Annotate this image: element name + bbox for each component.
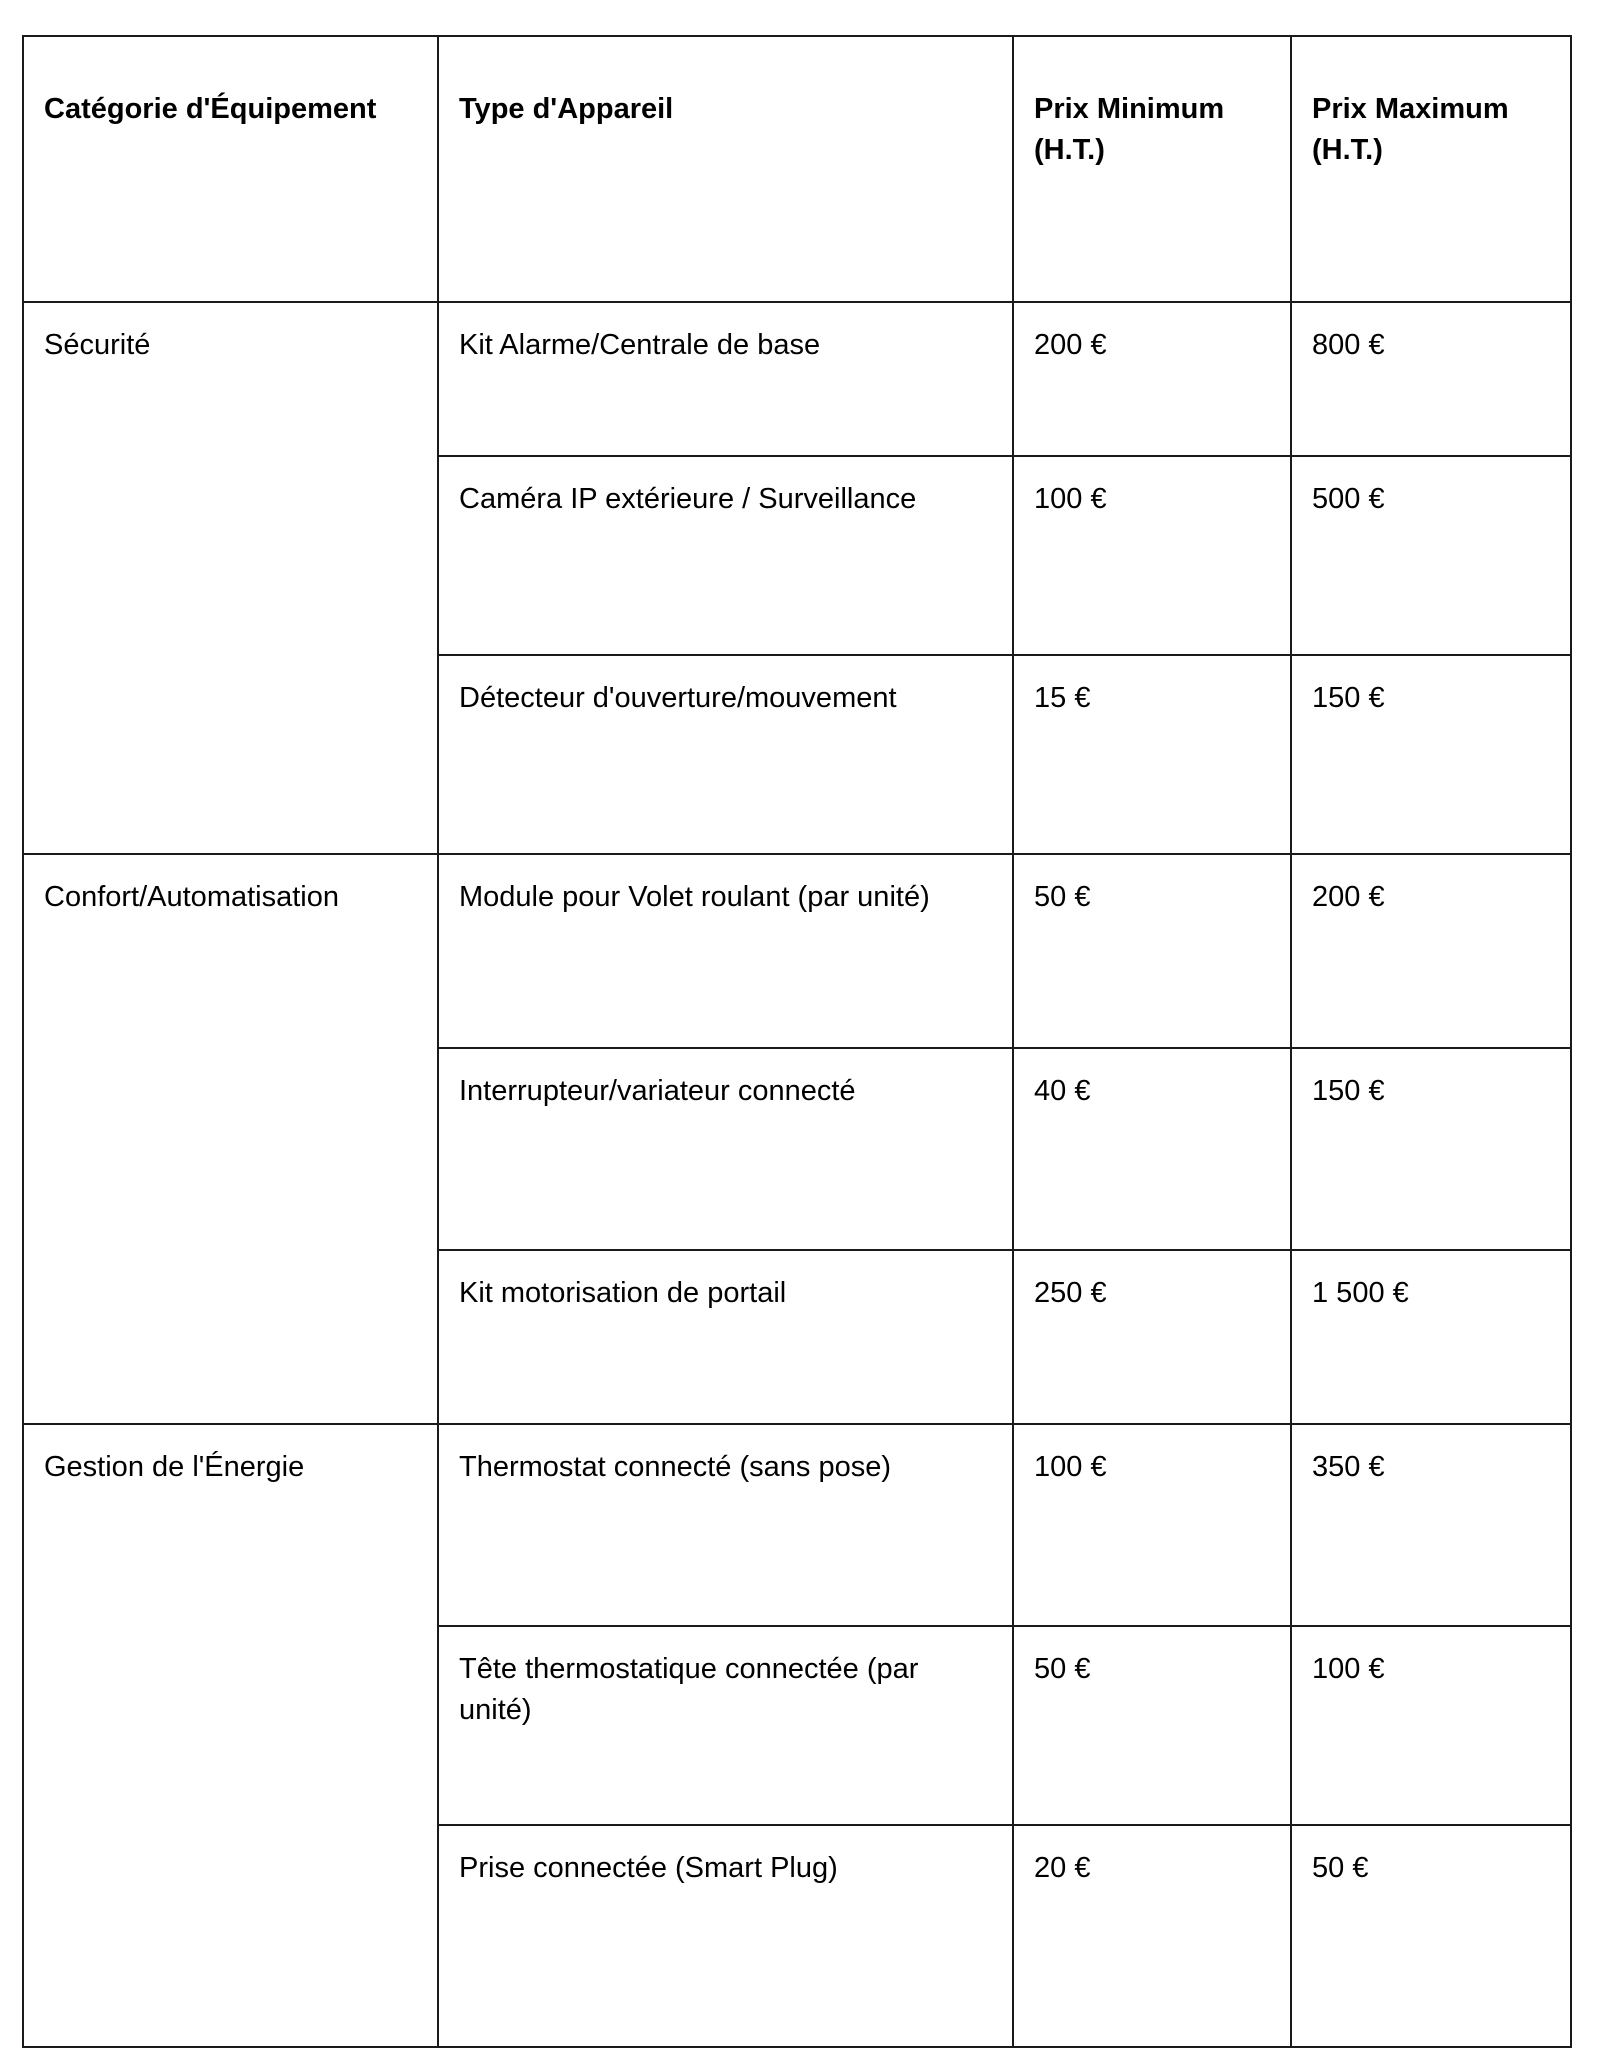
table-header	[23, 36, 1571, 302]
price-max-cell: 150 €	[1291, 655, 1571, 854]
category-cell-gestion-energie: Gestion de l'Énergie	[23, 1424, 438, 2047]
table-row	[23, 1424, 1571, 1626]
device-type-cell: Interrupteur/variateur connecté	[438, 1048, 1013, 1250]
table-row	[23, 854, 1571, 1048]
price-min-cell: 100 €	[1013, 1424, 1291, 1626]
price-max-cell: 500 €	[1291, 456, 1571, 655]
device-type-cell: Kit motorisation de portail	[438, 1250, 1013, 1424]
price-min-cell: 100 €	[1013, 456, 1291, 655]
price-max-cell: 1 500 €	[1291, 1250, 1571, 1424]
device-type-cell: Module pour Volet roulant (par unité)	[438, 854, 1013, 1048]
column-header-price-min: Prix Minimum (H.T.)	[1013, 36, 1291, 302]
price-max-cell: 800 €	[1291, 302, 1571, 456]
price-max-cell: 100 €	[1291, 1626, 1571, 1825]
price-min-cell: 50 €	[1013, 854, 1291, 1048]
column-header-category: Catégorie d'Équipement	[23, 36, 438, 302]
price-max-cell: 200 €	[1291, 854, 1571, 1048]
column-header-device-type: Type d'Appareil	[438, 36, 1013, 302]
price-max-cell: 150 €	[1291, 1048, 1571, 1250]
price-min-cell: 200 €	[1013, 302, 1291, 456]
price-min-cell: 20 €	[1013, 1825, 1291, 2047]
price-min-cell: 40 €	[1013, 1048, 1291, 1250]
category-cell-confort-automatisation: Confort/Automatisation	[23, 854, 438, 1424]
table-body	[23, 302, 1571, 2047]
device-type-cell: Prise connectée (Smart Plug)	[438, 1825, 1013, 2047]
device-type-cell: Détecteur d'ouverture/mouvement	[438, 655, 1013, 854]
device-type-cell: Tête thermostatique connectée (par unité)	[438, 1626, 1013, 1825]
equipment-price-table	[22, 35, 1572, 2048]
column-header-price-max: Prix Maximum (H.T.)	[1291, 36, 1571, 302]
price-max-cell: 50 €	[1291, 1825, 1571, 2047]
device-type-cell: Kit Alarme/Centrale de base	[438, 302, 1013, 456]
price-min-cell: 50 €	[1013, 1626, 1291, 1825]
table-row	[23, 302, 1571, 456]
device-type-cell: Thermostat connecté (sans pose)	[438, 1424, 1013, 1626]
table-header-row	[23, 36, 1571, 302]
device-type-cell: Caméra IP extérieure / Surveillance	[438, 456, 1013, 655]
price-max-cell: 350 €	[1291, 1424, 1571, 1626]
price-min-cell: 250 €	[1013, 1250, 1291, 1424]
category-cell-securite: Sécurité	[23, 302, 438, 854]
price-min-cell: 15 €	[1013, 655, 1291, 854]
